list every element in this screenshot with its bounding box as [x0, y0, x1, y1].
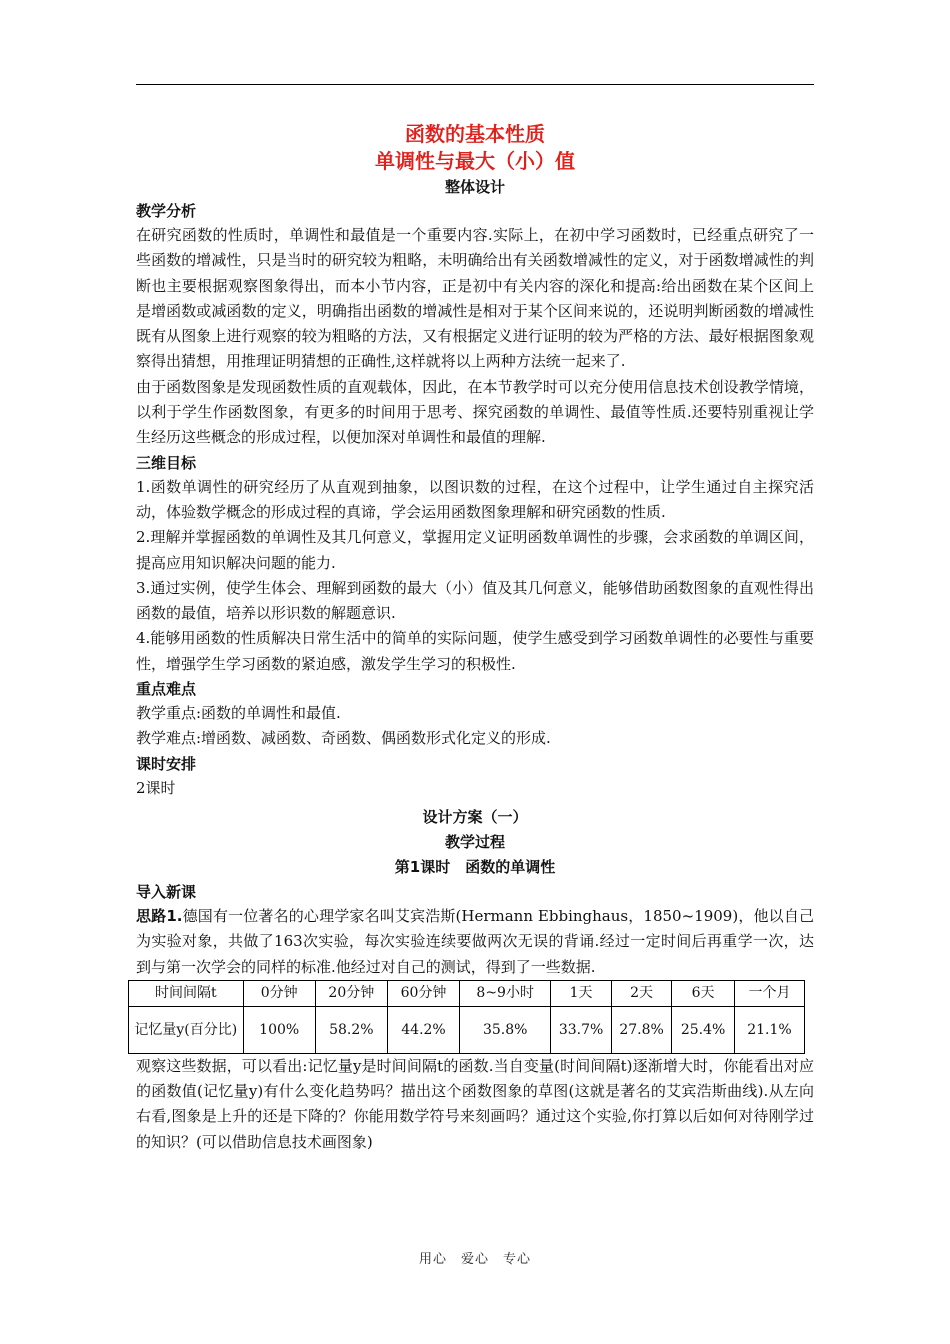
goal-3: 3.通过实例，使学生体会、理解到函数的最大（小）值及其几何意义，能够借助函数图象的直观性得出函数的最值，培养以形识数的解题意识. [136, 578, 814, 623]
table-cell: 一个月 [734, 980, 804, 1006]
table-cell: 58.2% [315, 1006, 387, 1053]
plan-heading: 设计方案（一） [422, 807, 528, 826]
table-cell: 25.4% [672, 1006, 735, 1053]
difficult-point: 教学难点:增函数、减函数、奇函数、偶函数形式化定义的形成. [136, 729, 551, 748]
idea-text: 德国有一位著名的心理学家名叫艾宾浩斯(Hermann Ebbinghaus，1850~1909)，他以自己为实验对象，共做了163次实验，每次实验连续要做两次无误的背诵.经过一定时间后再重学一次，达到与第一次学会的同样的标准.他经过对自己的测试，得到了一些数据. [136, 906, 815, 976]
document-body [136, 121, 814, 1155]
table-cell: 0分钟 [243, 980, 315, 1006]
analysis-heading: 教学分析 [136, 202, 197, 220]
table-cell: 27.8% [611, 1006, 671, 1053]
table-cell: 2天 [611, 980, 671, 1006]
table-cell: 时间间隔t [129, 980, 244, 1006]
table-cell: 21.1% [734, 1006, 804, 1053]
after-table-paragraph: 观察这些数据，可以看出:记忆量y是时间间隔t的函数.当自变量(时间间隔t)逐渐增大时，你能看出对应的函数值(记忆量y)有什么变化趋势吗？描出这个函数图象的草图(这就是著名的艾宾浩斯曲线).从左向右看,图象是上升的还是下降的？你能用数学符号来刻画吗？通过这个实验,你打算以后如何对待刚学过的知识？(可以借助信息技术画图象) [136, 1056, 814, 1151]
key-difficulty-heading: 重点难点 [136, 680, 197, 699]
title-line-2: 单调性与最大（小）值 [375, 149, 575, 173]
title-line-1: 函数的基本性质 [405, 122, 545, 146]
schedule-text: 2课时 [136, 778, 176, 797]
key-point: 教学重点:函数的单调性和最值. [136, 704, 341, 723]
table-row-memory [129, 1006, 805, 1053]
idea-lead: 思路1. [136, 906, 183, 925]
table-row-time [129, 980, 805, 1006]
table-cell: 44.2% [387, 1006, 459, 1053]
page-footer: 用心 爱心 专心 [418, 1252, 531, 1267]
goals-heading: 三维目标 [136, 453, 197, 472]
table-cell: 6天 [672, 980, 735, 1006]
table-cell: 33.7% [551, 1006, 611, 1053]
analysis-paragraph-1: 在研究函数的性质时，单调性和最值是一个重要内容.实际上，在初中学习函数时，已经重点研究了一些函数的增减性，只是当时的研究较为粗略，未明确给出有关函数增减性的定义，对于函数增减性的判断也主要根据观察图象得出，而本小节内容，正是初中有关内容的深化和提高:给出函数在某个区间上是增函数或减函数的定义，明确指出函数的增减性是相对于某个区间来说的，还说明判断函数的增减性既有从图象上进行观察的较为粗略的方法，又有根据定义进行证明的较为严格的方法、最好根据图象观察得出猜想，用推理证明猜想的正确性,这样就将以上两种方法统一起来了. [136, 226, 814, 371]
goal-1: 1.函数单调性的研究经历了从直观到抽象，以图识数的过程，在这个过程中，让学生通过自主探究活动，体验数学概念的形成过程的真谛，学会运用函数图象理解和研究函数的性质. [136, 477, 814, 521]
table-cell: 8~9小时 [460, 980, 551, 1006]
analysis-paragraph-2: 由于函数图象是发现函数性质的直观载体，因此，在本节教学时可以充分使用信息技术创设教学情境，以利于学生作函数图象，有更多的时间用于思考、探究函数的单调性、最值等性质.还要特别重视让学生经历这些概念的形成过程，以便加深对单调性和最值的理解. [136, 377, 814, 447]
lesson-heading: 第1课时 函数的单调性 [394, 857, 556, 876]
intro-heading: 导入新课 [136, 882, 197, 901]
schedule-heading: 课时安排 [136, 754, 197, 773]
table-cell: 20分钟 [315, 980, 387, 1006]
goal-4: 4.能够用函数的性质解决日常生活中的简单的实际问题，使学生感受到学习函数单调性的必要性与重要性，增强学生学习函数的紧迫感，激发学生学习的积极性. [136, 629, 814, 673]
table-cell: 记忆量y(百分比) [129, 1006, 244, 1053]
goal-2: 2.理解并掌握函数的单调性及其几何意义，掌握用定义证明函数单调性的步骤，会求函数的单调区间，提高应用知识解决问题的能力. [136, 528, 814, 572]
header-rule [136, 84, 814, 85]
subtitle: 整体设计 [444, 178, 505, 196]
table-cell: 100% [243, 1006, 315, 1053]
table-cell: 35.8% [460, 1006, 551, 1053]
process-heading: 教学过程 [444, 832, 505, 851]
table-cell: 60分钟 [387, 980, 459, 1006]
idea-paragraph [136, 904, 814, 980]
memory-table [128, 980, 805, 1054]
table-cell: 1天 [551, 980, 611, 1006]
